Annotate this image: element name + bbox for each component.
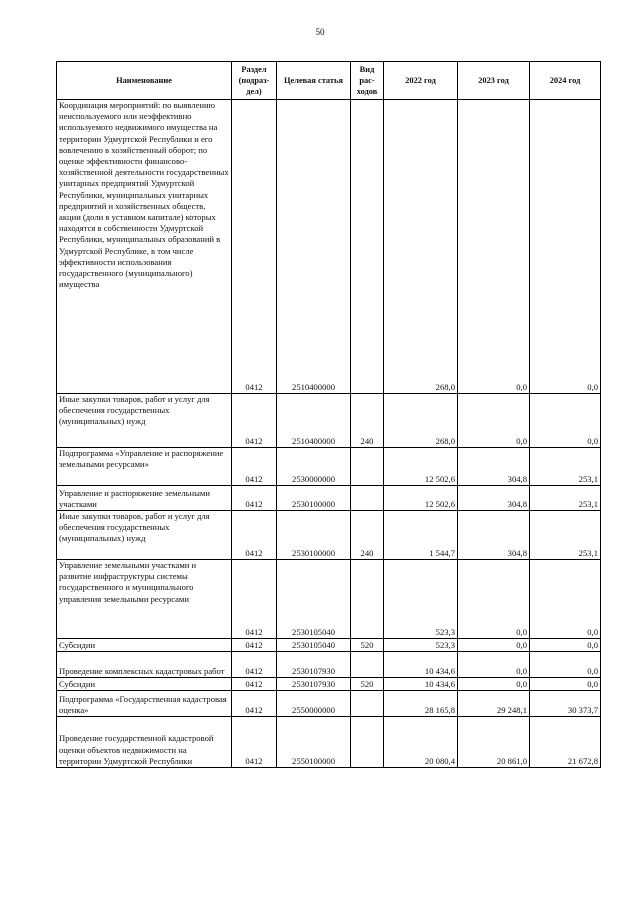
header-2022: 2022 год xyxy=(384,62,458,100)
row-section: 0412 xyxy=(232,560,277,639)
table-row xyxy=(57,717,601,768)
row-type: 240 xyxy=(351,511,384,560)
row-2023: 0,0 xyxy=(458,394,530,448)
row-2024: 0,0 xyxy=(530,652,601,678)
row-type xyxy=(351,691,384,717)
row-name: Субсидии xyxy=(57,639,232,652)
row-name: Подпрограмма «Государственная кадастровая оценка» xyxy=(57,691,232,717)
table-row xyxy=(57,486,601,511)
table-row xyxy=(57,560,601,639)
row-name: Подпрограмма «Управление и распоряжение земельными ресурсами» xyxy=(57,448,232,486)
table-row xyxy=(57,511,601,560)
row-name: Иные закупки товаров, работ и услуг для обеспечения государственных (муниципальных) нужд xyxy=(57,511,232,560)
row-section: 0412 xyxy=(232,486,277,511)
row-2023: 0,0 xyxy=(458,678,530,691)
table-header-row xyxy=(57,62,601,100)
row-type xyxy=(351,717,384,768)
row-2024: 0,0 xyxy=(530,394,601,448)
row-target: 2530100000 xyxy=(277,511,351,560)
row-section: 0412 xyxy=(232,394,277,448)
row-target: 2530107930 xyxy=(277,678,351,691)
row-name: Координация мероприятий: по выявлению неиспользуемого или неэффективно используемого недвижимого имущества на территории Удмуртской Республики и его вовлечению в хозяйственный оборот; по оценке эффективности финансово-хозяйственной деятельности государственных унитарных предприятий Удмуртской Республики, муниципальных унитарных предприятий и хозяйственных обществ, акции (доли в уставном капитале) которых находятся в собственности Удмуртской Республики, муниципальных образований в Удмуртской Республике, в том числе эффективности использования государственного (муниципального) имущества xyxy=(57,100,232,394)
header-target: Целевая статья xyxy=(277,62,351,100)
row-2022: 268,0 xyxy=(384,100,458,394)
row-2023: 0,0 xyxy=(458,100,530,394)
row-2022: 523,3 xyxy=(384,560,458,639)
row-type: 520 xyxy=(351,639,384,652)
row-2022: 268,0 xyxy=(384,394,458,448)
row-2023: 20 861,0 xyxy=(458,717,530,768)
row-2024: 30 373,7 xyxy=(530,691,601,717)
row-type xyxy=(351,486,384,511)
row-type xyxy=(351,448,384,486)
row-target: 2550000000 xyxy=(277,691,351,717)
row-section: 0412 xyxy=(232,652,277,678)
row-name: Проведение комплексных кадастровых работ xyxy=(57,652,232,678)
row-name: Управление и распоряжение земельными участками xyxy=(57,486,232,511)
row-2024: 253,1 xyxy=(530,448,601,486)
row-2024: 253,1 xyxy=(530,511,601,560)
row-type xyxy=(351,652,384,678)
table-row xyxy=(57,394,601,448)
row-2024: 253,1 xyxy=(530,486,601,511)
row-target: 2510400000 xyxy=(277,100,351,394)
row-target: 2530105040 xyxy=(277,560,351,639)
row-type xyxy=(351,100,384,394)
row-2022: 1 544,7 xyxy=(384,511,458,560)
row-section: 0412 xyxy=(232,448,277,486)
row-2024: 0,0 xyxy=(530,560,601,639)
row-target: 2530100000 xyxy=(277,486,351,511)
header-2024: 2024 год xyxy=(530,62,601,100)
row-section: 0412 xyxy=(232,100,277,394)
table-row xyxy=(57,691,601,717)
row-2022: 12 502,6 xyxy=(384,486,458,511)
row-section: 0412 xyxy=(232,639,277,652)
row-2024: 21 672,8 xyxy=(530,717,601,768)
row-2023: 0,0 xyxy=(458,560,530,639)
row-target: 2530107930 xyxy=(277,652,351,678)
table-row xyxy=(57,100,601,394)
row-2022: 20 080,4 xyxy=(384,717,458,768)
header-section: Раздел (подраз- дел) xyxy=(232,62,277,100)
row-name: Управление земельными участками и развитие инфраструктуры системы государственного и муниципального управления земельными ресурсами xyxy=(57,560,232,639)
header-name: Наименование xyxy=(57,62,232,100)
row-type: 520 xyxy=(351,678,384,691)
table-row xyxy=(57,639,601,652)
row-2023: 0,0 xyxy=(458,639,530,652)
row-section: 0412 xyxy=(232,717,277,768)
table-row xyxy=(57,678,601,691)
row-2022: 12 502,6 xyxy=(384,448,458,486)
row-2022: 10 434,6 xyxy=(384,678,458,691)
row-2023: 304,8 xyxy=(458,486,530,511)
row-section: 0412 xyxy=(232,678,277,691)
row-section: 0412 xyxy=(232,691,277,717)
row-2022: 10 434,6 xyxy=(384,652,458,678)
row-section: 0412 xyxy=(232,511,277,560)
row-target: 2530105040 xyxy=(277,639,351,652)
row-type: 240 xyxy=(351,394,384,448)
row-type xyxy=(351,560,384,639)
table-row xyxy=(57,652,601,678)
table-row xyxy=(57,448,601,486)
row-2023: 304,8 xyxy=(458,448,530,486)
row-target: 2530000000 xyxy=(277,448,351,486)
row-2023: 0,0 xyxy=(458,652,530,678)
row-name: Проведение государственной кадастровой оценки объектов недвижимости на территории Удмуртской Республики xyxy=(57,717,232,768)
row-2023: 304,8 xyxy=(458,511,530,560)
header-2023: 2023 год xyxy=(458,62,530,100)
row-name: Субсидии xyxy=(57,678,232,691)
row-target: 2510400000 xyxy=(277,394,351,448)
row-target: 2550100000 xyxy=(277,717,351,768)
page-number: 50 xyxy=(315,27,325,37)
row-2022: 523,3 xyxy=(384,639,458,652)
row-2024: 0,0 xyxy=(530,639,601,652)
row-2022: 28 165,8 xyxy=(384,691,458,717)
budget-table xyxy=(56,61,601,768)
header-expense-type: Вид рас- ходов xyxy=(351,62,384,100)
row-2023: 29 248,1 xyxy=(458,691,530,717)
row-2024: 0,0 xyxy=(530,100,601,394)
row-2024: 0,0 xyxy=(530,678,601,691)
row-name: Иные закупки товаров, работ и услуг для обеспечения государственных (муниципальных) нужд xyxy=(57,394,232,448)
